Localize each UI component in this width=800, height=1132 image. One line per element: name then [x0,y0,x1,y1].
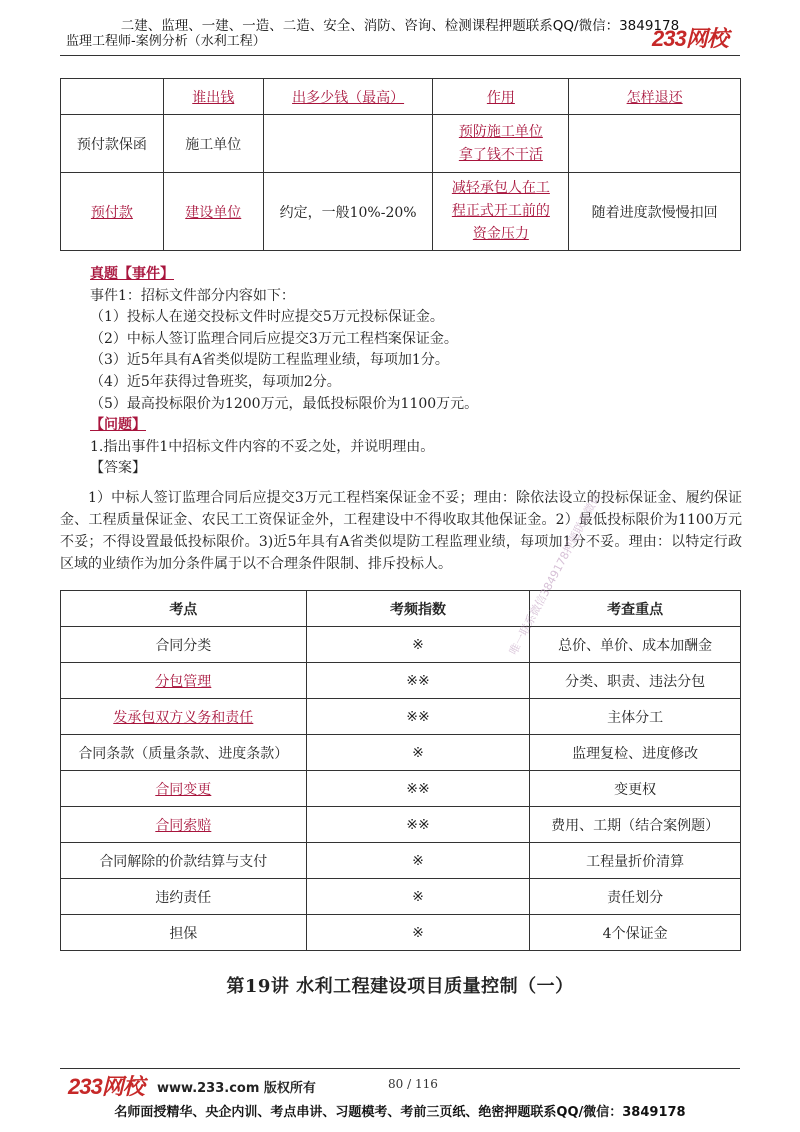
table-row [61,663,741,699]
table-row [61,843,741,879]
effect-line: 资金压力 [472,226,529,242]
event-intro: 事件1：招标文件部分内容如下： [90,287,295,304]
table-row [61,699,741,735]
table-cell: 费用、工期（结合案例题） [530,807,741,843]
footer-logo: 233网校 [68,1074,144,1099]
table-cell [433,115,569,173]
table-cell: 施工单位 [163,115,263,173]
table-row [61,771,741,807]
event-item: （5）最高投标限价为1200万元，最低投标限价为1100万元。 [90,395,479,412]
guarantee-comparison-table [60,78,741,251]
effect-line: 预防施工单位 [458,123,543,140]
header-divider [60,55,740,56]
answer-text: 1）中标人签订监理合同后应提交3万元工程档案保证金不妥；理由：除依法设立的投标保证金、履约保证金、工程质量保证金、农民工工资保证金外，工程建设中不得收取其他保证金。2）最低投标限价为1100万元不妥；不得设置最低投标限价。3)近5年具有A省类似堤防工程监理业绩，每项加1分不妥。理由：以特定行政区域的业绩作为加分条件属于以不合理条件限制、排斥投标人。 [60,490,742,572]
table-row [61,627,741,663]
exam-points-table [60,590,741,951]
table-cell: ※※ [306,663,530,699]
document-subtitle: 监理工程师-案例分析（水利工程） [66,34,266,49]
table-cell: ※※ [306,699,530,735]
table-cell: 合同索赔 [61,807,307,843]
footer-promo-line: 名师面授精华、央企内训、考点串讲、习题模考、考前三页纸、绝密押题联系QQ/微信：3849178 [114,1105,686,1120]
question-text: 1.指出事件1中招标文件内容的不妥之处，并说明理由。 [90,438,435,455]
table-cell: 约定，一般10%-20% [263,173,433,251]
table-row [61,879,741,915]
event-item: （4）近5年获得过鲁班奖，每项加2分。 [90,373,341,390]
table-cell: 分包管理 [61,663,307,699]
table-header-cell: 考点 [61,591,307,627]
table-row [61,173,741,251]
table-header-cell: 怎样退还 [569,79,741,115]
table-cell: 主体分工 [530,699,741,735]
table-cell: 合同变更 [61,771,307,807]
answer-title: 【答案】 [90,460,146,477]
table-cell: 合同条款（质量条款、进度条款） [61,735,307,771]
effect-line: 减轻承包人在工 [451,180,550,196]
effect-line: 程正式开工前的 [451,203,550,219]
table-cell: 分类、职责、违法分包 [530,663,741,699]
table-cell: ※ [306,627,530,663]
watermark-text: 唯一联系微信3849178押题联系微信 [506,491,604,658]
table-cell: 担保 [61,915,307,951]
table-row [61,807,741,843]
table-cell: 4个保证金 [530,915,741,951]
table-header-row [61,591,741,627]
table-cell: ※ [306,915,530,951]
event-item: （1）投标人在递交投标文件时应提交5万元投标保证金。 [90,309,444,326]
table-cell: ※ [306,735,530,771]
table-row [61,735,741,771]
event-item: （3）近5年具有A省类似堤防工程监理业绩，每项加1分。 [90,352,449,369]
exam-points-body [61,627,741,951]
table-cell: 合同解除的价款结算与支付 [61,843,307,879]
event-item: （2）中标人签订监理合同后应提交3万元工程档案保证金。 [90,330,458,347]
table-cell [61,79,164,115]
table-cell: ※※ [306,807,530,843]
brand-logo: 233网校 [652,26,728,51]
table-cell: ※ [306,879,530,915]
table-cell [569,115,741,173]
exam-block [90,264,740,480]
table-cell: 责任划分 [530,879,741,915]
table-cell: 发承包双方义务和责任 [61,699,307,735]
effect-line: 拿了钱不干活 [458,146,543,163]
question-title: 【问题】 [90,417,146,434]
table-cell [433,173,569,251]
footer-copyright: www.233.com 版权所有 [157,1081,316,1096]
table-cell: ※ [306,843,530,879]
table-cell: 预付款 [61,173,164,251]
table-cell: 总价、单价、成本加酬金 [530,627,741,663]
table-cell: 随着进度款慢慢扣回 [569,173,741,251]
table-row [61,915,741,951]
table-header-cell: 出多少钱（最高） [263,79,433,115]
table-cell: 违约责任 [61,879,307,915]
table-cell: 预付款保函 [61,115,164,173]
table-header-cell: 考频指数 [306,591,530,627]
exam-title: 真题【事件】 [90,266,174,282]
table-cell: 变更权 [530,771,741,807]
header-contact-line: 二建、监理、一建、一造、二造、安全、消防、咨询、检测课程押题联系QQ/微信：3849178 [120,18,680,34]
footer-divider [60,1068,740,1069]
table-header-cell: 谁出钱 [163,79,263,115]
table-header-cell: 作用 [433,79,569,115]
table-cell: ※※ [306,771,530,807]
table-header-row [61,79,741,115]
table-row [61,115,741,173]
table-cell: 建设单位 [163,173,263,251]
page-number: 80 / 116 [388,1077,438,1091]
table-cell [263,115,433,173]
table-cell: 合同分类 [61,627,307,663]
table-header-cell: 考查重点 [530,591,741,627]
table-cell: 监理复检、进度修改 [530,735,741,771]
table-cell: 工程量折价清算 [530,843,741,879]
lecture-title: 第19讲 水利工程建设项目质量控制（一） [226,976,574,997]
